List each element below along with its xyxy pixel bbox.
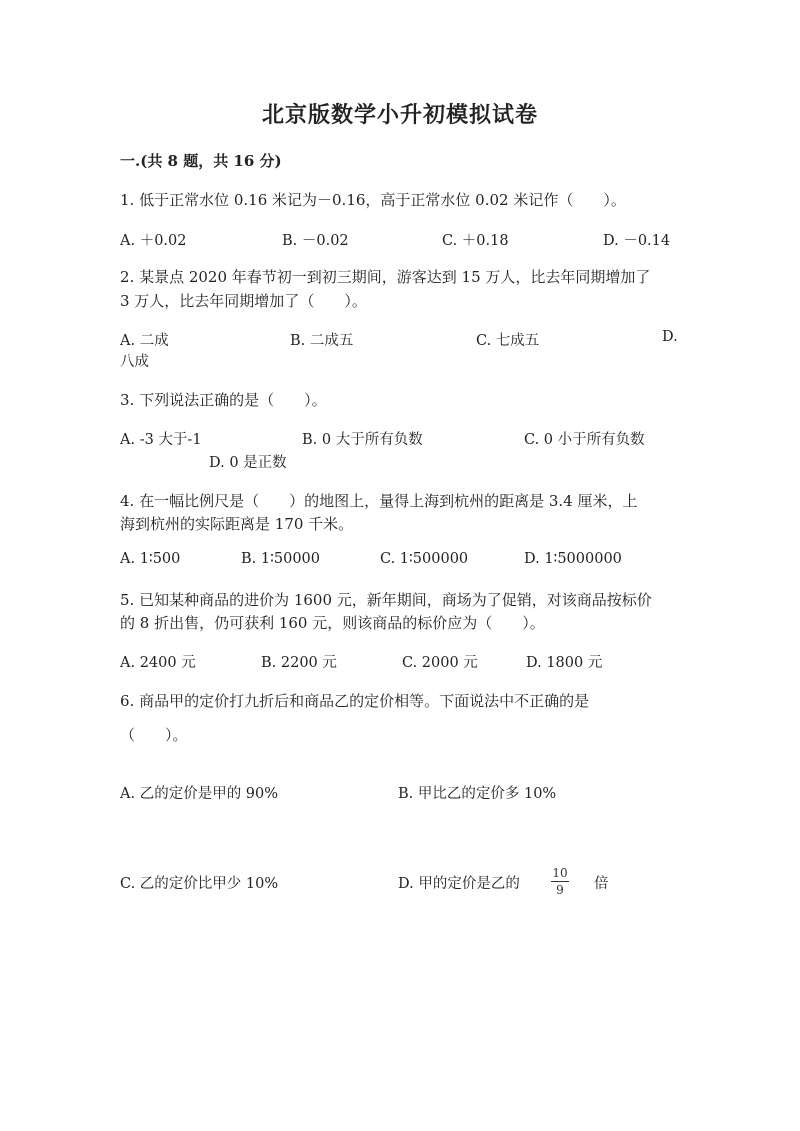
question-6-option-a: A. 乙的定价是甲的 90% [120, 786, 279, 802]
question-3-option-c: C. 0 小于所有负数 [524, 432, 645, 448]
question-5-option-b: B. 2200 元 [261, 655, 337, 671]
question-6-option-d: D. 甲的定价是乙的 [398, 876, 520, 892]
question-6-option-d-suffix: 倍 [594, 876, 609, 892]
question-4-stem-line-2: 海到杭州的实际距离是 170 千米。 [120, 515, 354, 533]
question-5-stem-line-1: 5. 已知某种商品的进价为 1600 元，新年期间，商场为了促销，对该商品按标价 [120, 591, 652, 609]
question-3-option-a: A. -3 大于-1 [120, 432, 202, 448]
question-4-option-c: C. 1∶500000 [380, 551, 469, 567]
question-5-option-c: C. 2000 元 [402, 655, 478, 671]
question-2-option-c: C. 七成五 [476, 333, 540, 349]
question-5-option-a: A. 2400 元 [120, 655, 196, 671]
question-2-option-d-letter: D. [662, 329, 678, 345]
fraction-denominator: 9 [556, 883, 564, 897]
fraction-numerator: 10 [552, 866, 568, 880]
question-2-stem-line-2: 3 万人，比去年同期增加了（ ）。 [120, 292, 367, 310]
question-2-option-a: A. 二成 [120, 333, 169, 349]
question-1-option-d: D. －0.14 [603, 233, 671, 249]
question-1-option-b: B. －0.02 [282, 233, 349, 249]
question-2-option-b: B. 二成五 [290, 333, 354, 349]
fraction-bar [551, 881, 569, 882]
question-4-option-d: D. 1∶5000000 [524, 551, 622, 567]
question-2-option-d-text: 八成 [120, 354, 149, 370]
question-4-option-a: A. 1∶500 [120, 551, 181, 567]
question-1-stem: 1. 低于正常水位 0.16 米记为－0.16，高于正常水位 0.02 米记作（ ）。 [120, 191, 626, 209]
question-2-stem-line-1: 2. 某景点 2020 年春节初一到初三期间，游客达到 15 万人，比去年同期增加了 [120, 268, 651, 286]
section-heading: 一.(共 8 题，共 16 分) [120, 152, 282, 170]
question-6-stem-line-1: 6. 商品甲的定价打九折后和商品乙的定价相等。下面说法中不正确的是 [120, 692, 590, 710]
question-6-option-c: C. 乙的定价比甲少 10% [120, 876, 279, 892]
question-3-option-d: D. 0 是正数 [209, 455, 287, 471]
question-3-option-b: B. 0 大于所有负数 [302, 432, 423, 448]
fraction-ten-ninths [551, 866, 569, 897]
question-3-stem: 3. 下列说法正确的是（ ）。 [120, 391, 327, 409]
question-6-option-b: B. 甲比乙的定价多 10% [398, 786, 557, 802]
question-5-stem-line-2: 的 8 折出售，仍可获利 160 元，则该商品的标价应为（ ）。 [120, 614, 545, 632]
question-6-stem-line-2: （ ）。 [120, 726, 188, 744]
question-4-option-b: B. 1∶50000 [241, 551, 320, 567]
question-4-stem-line-1: 4. 在一幅比例尺是（ ）的地图上，量得上海到杭州的距离是 3.4 厘米，上 [120, 492, 638, 510]
question-5-option-d: D. 1800 元 [526, 655, 603, 671]
page-title: 北京版数学小升初模拟试卷 [261, 102, 538, 128]
question-1-option-c: C. ＋0.18 [442, 233, 509, 249]
question-1-option-a: A. ＋0.02 [120, 233, 187, 249]
